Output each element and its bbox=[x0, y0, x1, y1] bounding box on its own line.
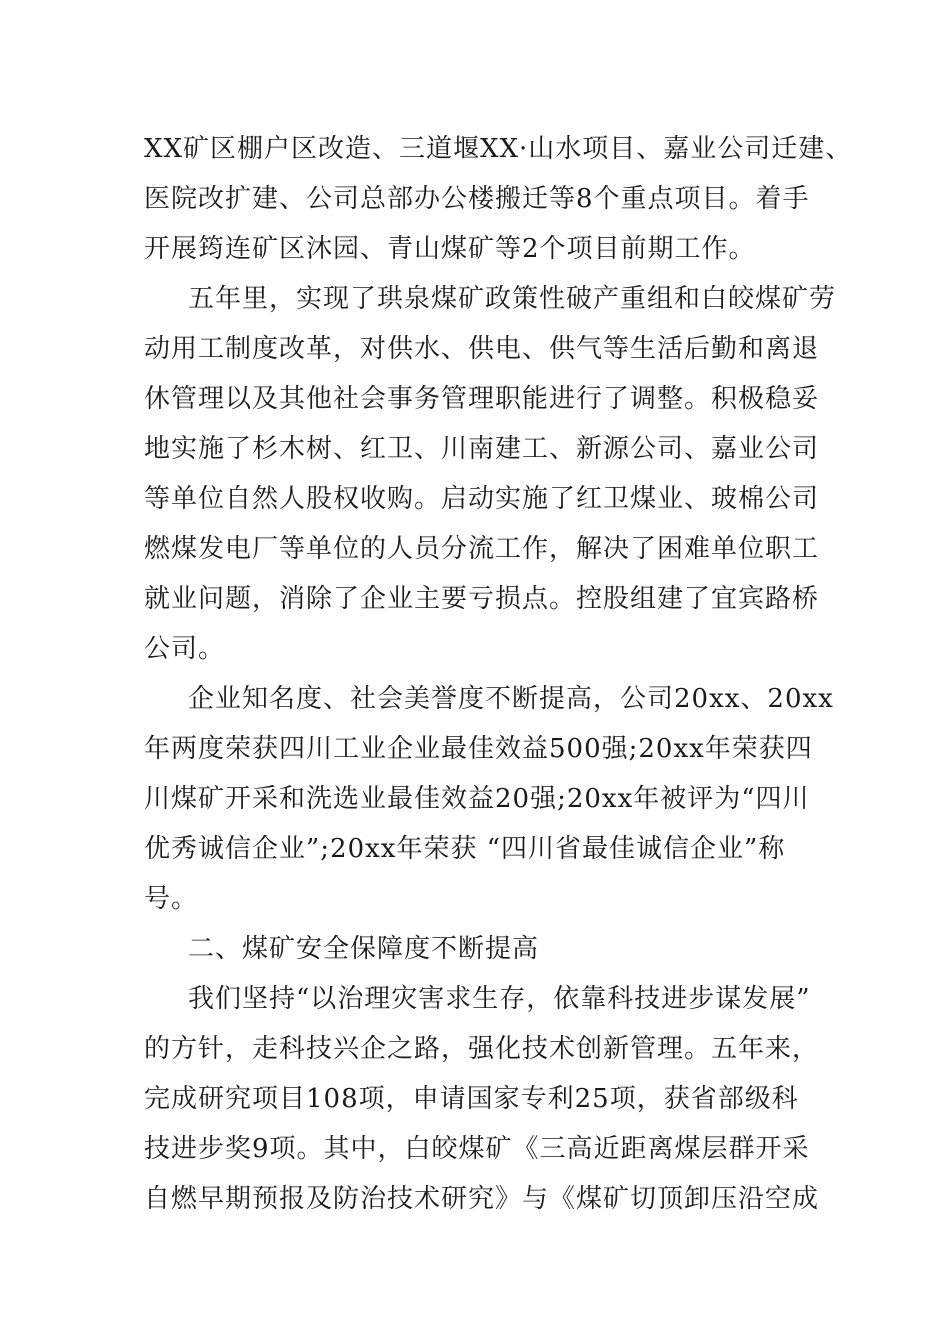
paragraph-1 bbox=[144, 124, 853, 274]
section-heading bbox=[144, 924, 814, 974]
text-line: 的方针，走科技兴企之路，强化技术创新管理。五年来， bbox=[144, 1034, 820, 1064]
paragraph-2 bbox=[144, 274, 837, 674]
text-line: 技进步奖9项。其中，白皎煤矿《三高近距离煤层群开采 bbox=[144, 1134, 810, 1164]
text-line: 地实施了杉木树、红卫、川南建工、新源公司、嘉业公司 bbox=[144, 434, 820, 464]
text-line: 号。 bbox=[144, 884, 199, 914]
section-heading-text: 二、煤矿安全保障度不断提高 bbox=[188, 934, 540, 964]
text-line: 休管理以及其他社会事务管理职能进行了调整。积极稳妥 bbox=[144, 384, 820, 414]
text-line: 开展筠连矿区沐园、青山煤矿等2个项目前期工作。 bbox=[144, 234, 756, 264]
text-line: 川煤矿开采和洗选业最佳效益20强;20xx年被评为“四川 bbox=[144, 784, 810, 814]
text-line: 五年里，实现了珙泉煤矿政策性破产重组和白皎煤矿劳 bbox=[188, 284, 837, 314]
text-line: 自燃早期预报及防治技术研究》与《煤矿切顶卸压沿空成 bbox=[144, 1184, 820, 1214]
text-line: 完成研究项目108项，申请国家专利25项，获省部级科 bbox=[144, 1084, 799, 1114]
text-line: 我们坚持“以治理灾害求生存，依靠科技进步谋发展” bbox=[188, 984, 811, 1014]
paragraph-3 bbox=[144, 674, 834, 924]
text-line: 公司。 bbox=[144, 634, 226, 664]
text-line: 等单位自然人股权收购。启动实施了红卫煤业、玻棉公司 bbox=[144, 484, 820, 514]
text-line: 优秀诚信企业”;20xx年荣获 “四川省最佳诚信企业”称 bbox=[144, 834, 786, 864]
paragraph-5 bbox=[144, 974, 820, 1224]
text-line: 动用工制度改革，对供水、供电、供气等生活后勤和离退 bbox=[144, 334, 820, 364]
text-line: 燃煤发电厂等单位的人员分流工作，解决了困难单位职工 bbox=[144, 534, 820, 564]
text-line: XX矿区棚户区改造、三道堰XX·山水项目、嘉业公司迁建、 bbox=[144, 134, 853, 164]
document-body bbox=[144, 124, 853, 1224]
text-line: 就业问题，消除了企业主要亏损点。控股组建了宜宾路桥 bbox=[144, 584, 820, 614]
text-line: 企业知名度、社会美誉度不断提高，公司20xx、20xx bbox=[188, 684, 834, 714]
text-line: 年两度荣获四川工业企业最佳效益500强;20xx年荣获四 bbox=[144, 734, 813, 764]
text-line: 医院改扩建、公司总部办公楼搬迁等8个重点项目。着手 bbox=[144, 184, 810, 214]
